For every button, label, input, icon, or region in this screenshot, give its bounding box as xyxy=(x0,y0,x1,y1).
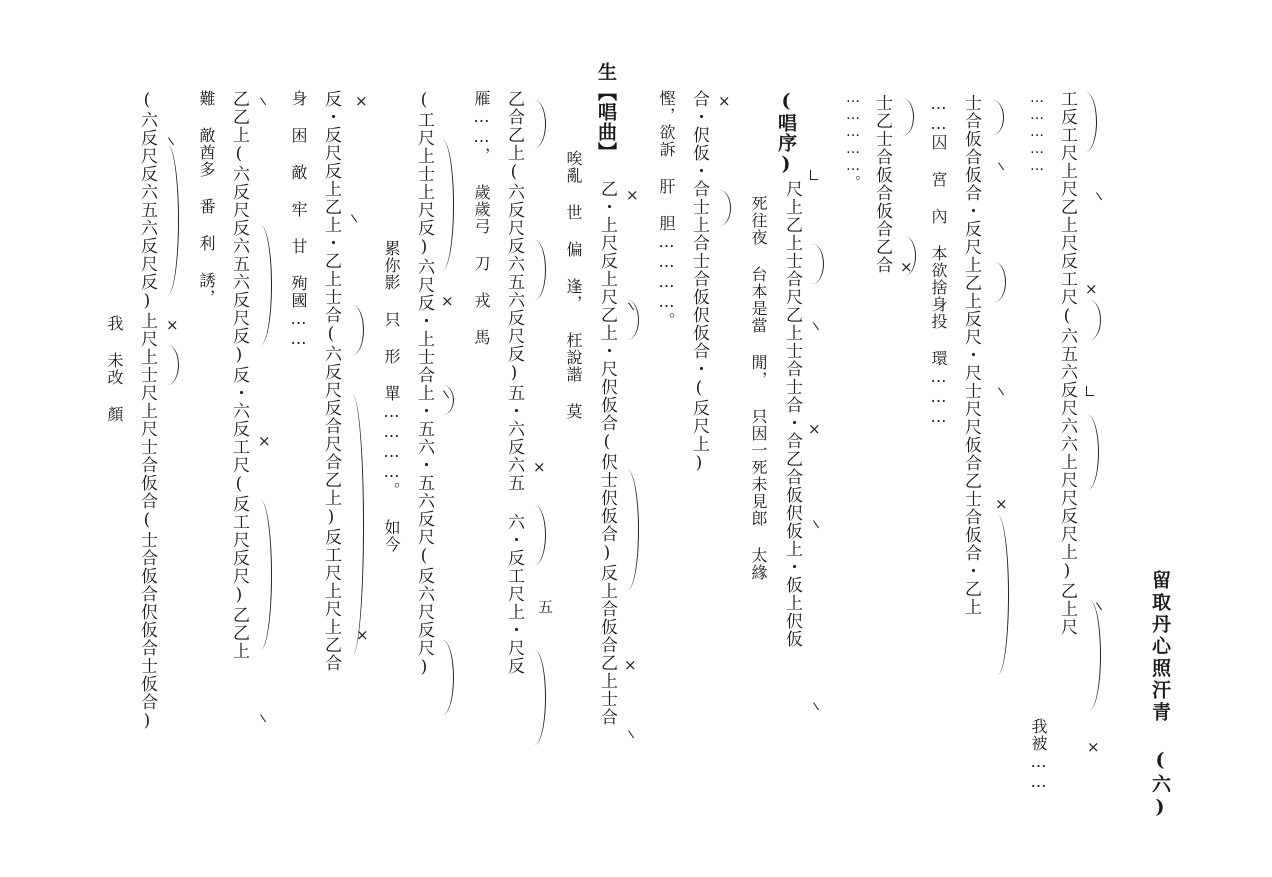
x-mark: × xyxy=(900,258,913,276)
dotted-line-1: …………… xyxy=(1029,90,1045,175)
bracket-mark xyxy=(1086,386,1094,396)
superscript-note: 五 xyxy=(538,598,554,616)
notation-column-11: (六反尺反六五六反尺反)上尺上士尺上尺士合仮合(士合仮合伬仮合士仮合) xyxy=(137,90,157,732)
tick-mark xyxy=(998,384,1009,395)
notation-column-8: (工尺上士上尺反)六尺反・上士合上・五六・五六反尺(反六尺反尺) xyxy=(414,90,434,678)
notation-column-7: 乙合乙上(六反尺反六五六反尺反)五・六反六五 六・反工尺上・尺反 xyxy=(504,90,524,675)
slur-arc xyxy=(987,262,1006,302)
slur-arc xyxy=(527,650,546,745)
slur-arc xyxy=(527,100,546,148)
slur-arc xyxy=(895,98,914,136)
x-mark: × xyxy=(624,656,637,674)
slur-arc xyxy=(620,470,639,590)
tick-mark xyxy=(260,94,271,105)
x-mark: × xyxy=(166,316,179,334)
slur-arc xyxy=(1080,415,1099,490)
x-mark: × xyxy=(808,420,821,438)
x-mark: × xyxy=(533,458,546,476)
slur-arc xyxy=(253,225,272,345)
x-mark: × xyxy=(258,432,271,450)
tick-mark xyxy=(260,711,271,722)
tick-mark xyxy=(168,134,179,145)
notation-column-6: 乙・上尺反上尺乙上・尺伬仮合(伬士伬仮合)反上合仮合乙上士合 xyxy=(597,180,617,726)
lyric-column-11: 我 未改 顏 xyxy=(105,315,124,423)
notation-column-2: 士合仮合仮合・反尺上乙上反尺・尺士尺尺仮合乙士合仮合・乙上 xyxy=(961,94,981,616)
slur-arc xyxy=(527,240,546,300)
dotted-line-3: ……………。 xyxy=(845,90,861,190)
slur-arc xyxy=(897,236,916,276)
page-title: 留取丹心照汗青 (六) xyxy=(1149,570,1171,821)
notation-column-10: 乙乙上(六反尺反六五六反尺反)反・六反工尺(反工尺反尺)乙乙上 xyxy=(229,90,249,660)
lyric-column-6: 唉亂 世 偏 逢， 枉說諧 莫 xyxy=(564,150,583,420)
lyric-column-8: 累你影 只 形 單…………。 如今 xyxy=(382,240,401,553)
notation-column-4: 尺上乙上士合尺乙上士合士合・合乙合仮伬仮上・仮上伬仮 xyxy=(782,180,802,648)
bracket-mark xyxy=(810,170,818,180)
slur-arc xyxy=(985,100,1004,135)
slur-arc xyxy=(253,500,272,650)
lyric-column-4: 死往夜 台本是當 閒， 只因一死未見郎 太緣 xyxy=(749,195,768,581)
x-mark: × xyxy=(441,292,454,310)
slur-arc xyxy=(1078,92,1097,152)
x-mark: × xyxy=(356,626,369,644)
tick-mark xyxy=(351,211,362,222)
tick-mark xyxy=(813,699,824,710)
x-mark: × xyxy=(626,186,639,204)
slur-arc xyxy=(805,244,824,284)
notation-column-9: 反・反尺反上乙上・乙上士合(六反尺反合尺合乙上)反工尺上尺上乙合 xyxy=(321,90,341,672)
slur-arc xyxy=(160,145,179,295)
tick-mark xyxy=(1096,599,1107,610)
tick-mark xyxy=(813,319,824,330)
lyric-column-7: 雁……， 歲歲弓 刀 戎 馬 xyxy=(472,90,491,346)
tick-mark xyxy=(628,727,639,738)
x-mark: × xyxy=(995,495,1008,513)
slur-arc xyxy=(345,395,364,655)
x-mark: × xyxy=(1085,280,1098,298)
section-heading-changqu: 生【唱曲】 xyxy=(595,62,617,162)
slur-arc xyxy=(435,140,454,270)
lyric-column-5: 慳，欲訴 肝 胆…………。 xyxy=(657,90,676,329)
slur-arc xyxy=(990,515,1009,675)
slur-arc xyxy=(160,345,179,385)
tick-mark xyxy=(1096,189,1107,200)
lyric-column-10: 難 敵酋多 番 利 誘， xyxy=(197,90,216,306)
lyric-column-1: 我被…… xyxy=(1029,718,1048,792)
notation-column-1: 工反工尺上尺乙上尺反工尺(六五六反尺六六上尺尺反尺上)乙上尺 xyxy=(1057,90,1077,636)
slur-arc xyxy=(712,190,731,226)
x-mark: × xyxy=(1087,738,1100,756)
lyric-column-9: 身 困 敵 牢 甘 殉國…… xyxy=(289,90,308,349)
notation-column-5: 合・伬仮・合士上合士合仮伬仮合・(反尺上) xyxy=(689,90,709,474)
slur-arc xyxy=(527,505,546,565)
slur-arc xyxy=(345,305,364,355)
tick-mark xyxy=(998,159,1009,170)
lyric-column-2: ……囚 宮 內 本欲捨身投 環……… xyxy=(929,94,948,427)
tick-mark xyxy=(813,517,824,528)
x-mark: × xyxy=(718,92,731,110)
section-heading-changxu: (唱序) xyxy=(775,90,797,176)
slur-arc xyxy=(1082,300,1101,340)
slur-arc xyxy=(435,640,454,715)
slur-arc xyxy=(1082,600,1101,710)
notation-column-3: 士乙士合仮合仮合乙合 xyxy=(872,94,892,274)
x-mark: × xyxy=(355,92,368,110)
